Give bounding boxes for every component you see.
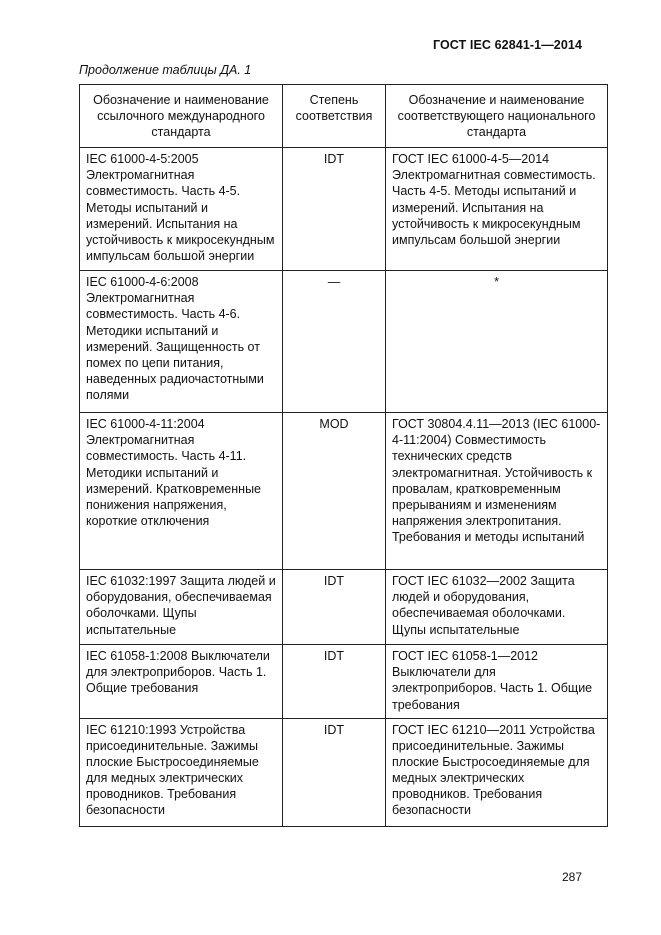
table-caption: Продолжение таблицы ДА. 1 <box>79 63 252 77</box>
header-international-standard: Обозначение и наименование ссылочного международного стандарта <box>80 85 283 148</box>
table-row <box>80 271 608 413</box>
table-row <box>80 413 608 570</box>
cell-degree: IDT <box>283 645 386 718</box>
cell-national: ГОСТ 30804.4.11—2013 (IEC 61000-4-11:2004) Совместимость технических средств электромагнитная. Устойчивость к провалам, кратковременным прерываниям и изменениям напряжения электропитания. Требования и методы испытаний <box>386 413 608 570</box>
cell-degree: IDT <box>283 718 386 826</box>
cell-national: ГОСТ IEC 61032—2002 Защита людей и оборудования, обеспечиваемая оболочками. Щупы испытательные <box>386 570 608 645</box>
cell-degree: IDT <box>283 570 386 645</box>
table-row <box>80 148 608 271</box>
cell-international: IEC 61210:1993 Устройства присоединительные. Зажимы плоские Быстросоединяемые для медных электрических проводников. Требования безопасности <box>80 718 283 826</box>
cell-degree: IDT <box>283 148 386 271</box>
cell-national: ГОСТ IEC 61210—2011 Устройства присоединительные. Зажимы плоские Быстросоединяемые для медных электрических проводников. Требования безопасности <box>386 718 608 826</box>
page-number: 287 <box>561 870 582 884</box>
cell-degree: — <box>283 271 386 413</box>
cell-international: IEC 61058-1:2008 Выключатели для электроприборов. Часть 1. Общие требования <box>80 645 283 718</box>
cell-international: IEC 61000-4-5:2005 Электромагнитная совместимость. Часть 4-5. Методы испытаний и измерений. Испытания на устойчивость к микросекундным импульсам большой энергии <box>80 148 283 271</box>
table-row <box>80 718 608 826</box>
table-row <box>80 645 608 718</box>
table-header-row <box>80 85 608 148</box>
standards-table <box>79 84 608 827</box>
header-degree: Степень соответствия <box>283 85 386 148</box>
cell-degree: MOD <box>283 413 386 570</box>
cell-international: IEC 61032:1997 Защита людей и оборудования, обеспечиваемая оболочками. Щупы испытательные <box>80 570 283 645</box>
cell-national: * <box>386 271 608 413</box>
document-code: ГОСТ IEC 62841-1—2014 <box>432 38 582 52</box>
cell-international: IEC 61000-4-6:2008 Электромагнитная совместимость. Часть 4-6. Методики испытаний и измерений. Защищенность от помех по цепи питания, наведенных радиочастотными полями <box>80 271 283 413</box>
cell-national: ГОСТ IEC 61000-4-5—2014 Электромагнитная совместимость. Часть 4-5. Методы испытаний и измерений. Испытания на устойчивость к микросекундным импульсам большой энергии <box>386 148 608 271</box>
cell-national: ГОСТ IEC 61058-1—2012 Выключатели для электроприборов. Часть 1. Общие требования <box>386 645 608 718</box>
header-national-standard: Обозначение и наименование соответствующего национального стандарта <box>386 85 608 148</box>
cell-international: IEC 61000-4-11:2004 Электромагнитная совместимость. Часть 4-11. Методики испытаний и измерений. Кратковременные понижения напряжения, короткие отключения <box>80 413 283 570</box>
table-row <box>80 570 608 645</box>
